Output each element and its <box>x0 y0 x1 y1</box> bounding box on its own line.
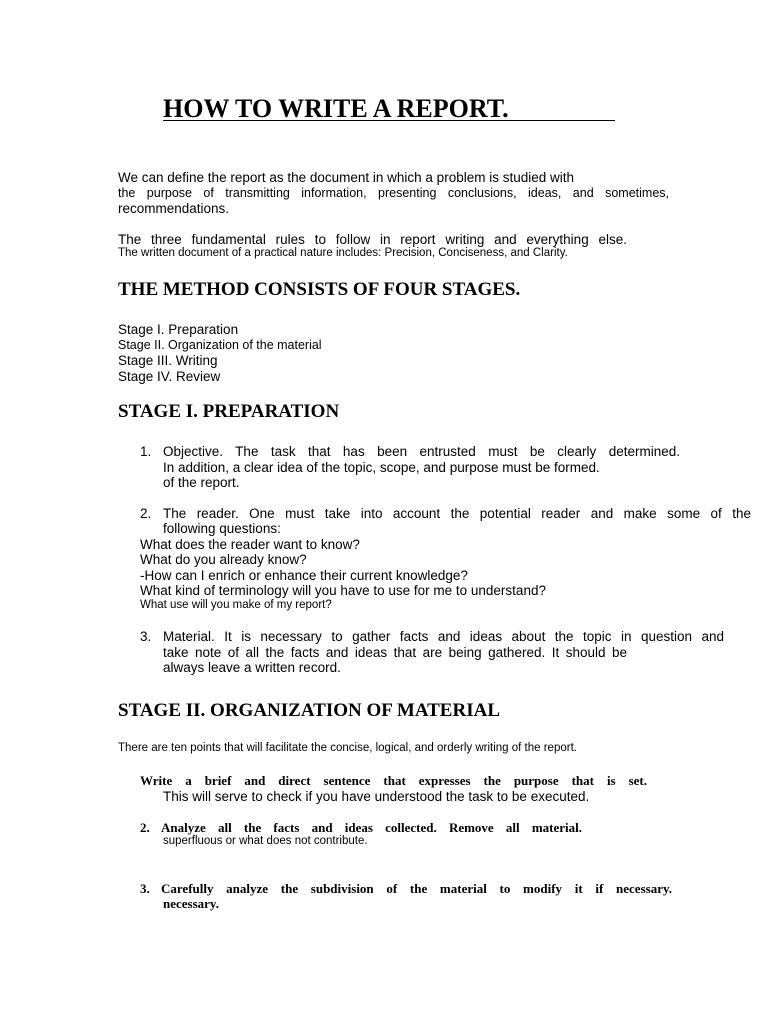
title-underline <box>163 120 615 121</box>
point-2-line-1: Analyze all the facts and ideas collected. Remove all material. <box>161 820 582 835</box>
intro-line-2: the purpose of transmitting information, presenting conclusions, ideas, and sometimes, <box>118 186 669 200</box>
page-title: HOW TO WRITE A REPORT. <box>163 94 509 123</box>
question-line: -How can I enrich or enhance their current knowledge? <box>140 568 468 583</box>
item-number: 1. <box>140 444 152 459</box>
material-line-2: take note of all the facts and ideas that are being gathered. It should be <box>163 645 627 660</box>
stage-list-item: Stage III. Writing <box>118 353 218 368</box>
stage-list-item: Stage I. Preparation <box>118 322 239 337</box>
reader-line-1: The reader. One must take into account the potential reader and make some of the <box>163 506 751 521</box>
intro-line-1: We can define the report as the document in which a problem is studied with <box>118 170 575 185</box>
reader-line-2: following questions: <box>163 521 281 536</box>
stage-list-item: Stage II. Organization of the material <box>118 338 322 352</box>
objective-line-1: Objective. The task that has been entrusted must be clearly determined. <box>163 444 680 459</box>
point-3-line-2: necessary. <box>163 896 219 911</box>
intro-line-3: recommendations. <box>118 201 230 216</box>
question-line: What use will you make of my report? <box>140 599 332 611</box>
item-number: 2. <box>140 506 152 521</box>
point-3-line-1: Carefully analyze the subdivision of the material to modify it if necessary. <box>161 881 672 896</box>
item-number: 2. <box>140 820 150 835</box>
point-2-line-2: superfluous or what does not contribute. <box>163 835 368 847</box>
stage2-heading: STAGE II. ORGANIZATION OF MATERIAL <box>118 700 500 721</box>
item-number: 3. <box>140 629 152 644</box>
objective-line-2: In addition, a clear idea of the topic, scope, and purpose must be formed. <box>163 460 600 475</box>
point-1-line-1: Write a brief and direct sentence that expresses the purpose that is set. <box>140 773 647 788</box>
question-line: What does the reader want to know? <box>140 537 360 552</box>
material-line-1: Material. It is necessary to gather facts and ideas about the topic in question and <box>163 629 724 644</box>
rules-line-2: The written document of a practical nature includes: Precision, Conciseness, and Clarity. <box>118 247 568 259</box>
question-line: What kind of terminology will you have to use for me to understand? <box>140 583 546 598</box>
stage1-heading: STAGE I. PREPARATION <box>118 401 340 422</box>
rules-line-1: The three fundamental rules to follow in report writing and everything else. <box>118 232 627 247</box>
question-line: What do you already know? <box>140 552 307 567</box>
item-number: 3. <box>140 881 150 896</box>
material-line-3: always leave a written record. <box>163 660 341 675</box>
stage2-intro: There are ten points that will facilitate the concise, logical, and orderly writing of the report. <box>118 742 577 754</box>
stage-list-item: Stage IV. Review <box>118 369 221 384</box>
point-1-line-2: This will serve to check if you have understood the task to be executed. <box>163 789 590 804</box>
method-heading: THE METHOD CONSISTS OF FOUR STAGES. <box>118 279 521 300</box>
objective-line-3: of the report. <box>163 475 240 490</box>
